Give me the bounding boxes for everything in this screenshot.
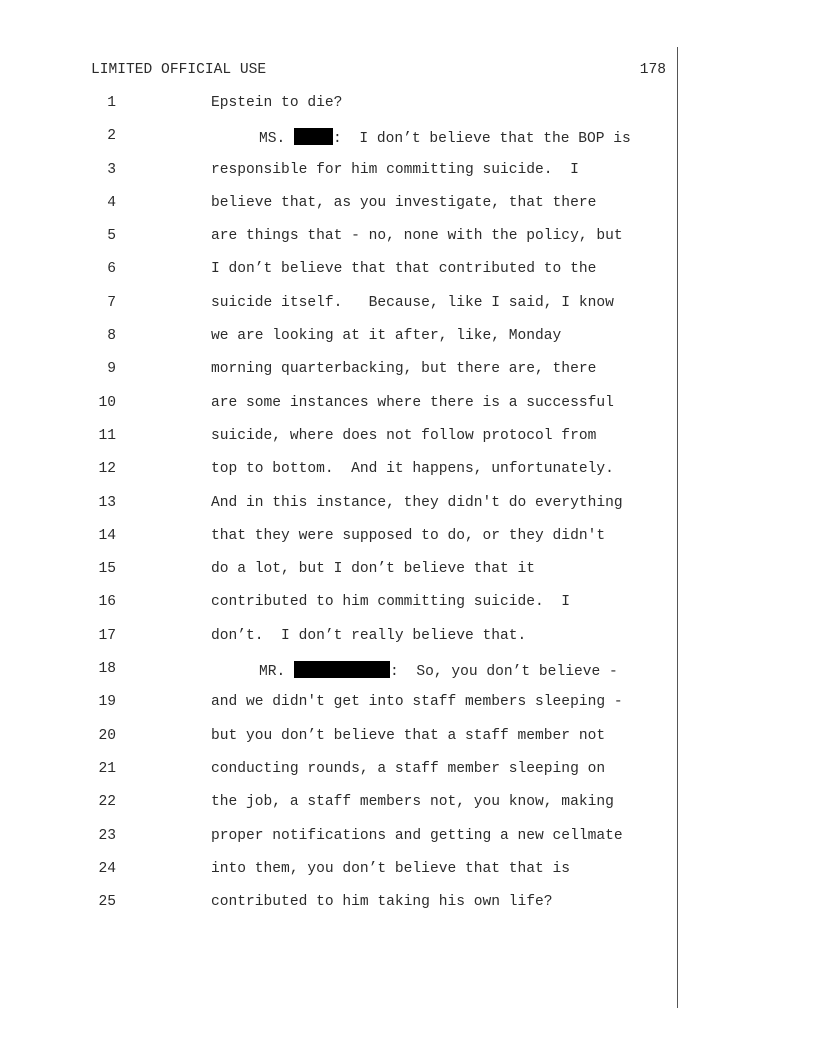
transcript-line	[0, 661, 680, 694]
transcript-line	[0, 162, 680, 195]
line-text: do a lot, but I don’t believe that it	[211, 561, 536, 578]
transcript-line	[0, 261, 680, 294]
line-number: 4	[107, 194, 116, 211]
line-text: are things that - no, none with the policy, but	[211, 228, 623, 245]
line-text: Epstein to die?	[211, 95, 343, 111]
transcript-line	[0, 328, 680, 361]
line-number: 21	[98, 760, 116, 777]
line-number: 9	[107, 361, 116, 378]
line-text: don’t. I don’t really believe that.	[211, 627, 527, 644]
line-number: 18	[98, 661, 116, 678]
line-text: believe that, as you investigate, that there	[211, 194, 597, 211]
transcript-line	[0, 228, 680, 261]
line-number: 7	[107, 294, 116, 311]
line-number: 19	[98, 694, 116, 711]
transcript-line	[0, 128, 680, 161]
line-number: 24	[98, 860, 116, 877]
line-text: are some instances where there is a successful	[211, 394, 614, 411]
line-number: 23	[98, 827, 116, 844]
line-text: the job, a staff members not, you know, making	[211, 794, 614, 811]
transcript-line	[0, 195, 680, 228]
line-number: 1	[107, 95, 116, 111]
line-text: that they were supposed to do, or they didn't	[211, 527, 606, 544]
transcript-line	[0, 694, 680, 727]
line-text: proper notifications and getting a new cellmate	[211, 827, 623, 844]
transcript-line	[0, 461, 680, 494]
transcript-line	[0, 428, 680, 461]
transcript-line	[0, 594, 680, 627]
speaker-line	[259, 128, 631, 148]
line-number: 2	[107, 128, 116, 145]
line-number: 20	[98, 727, 116, 744]
line-text: conducting rounds, a staff member sleeping on	[211, 760, 606, 777]
transcript-line	[0, 561, 680, 594]
line-number: 13	[98, 494, 116, 511]
line-text: I don’t believe that that contributed to the	[211, 261, 597, 278]
line-text: : So, you don’t believe -	[390, 664, 618, 681]
transcript-body	[0, 95, 680, 927]
line-text: : I don’t believe that the BOP is	[333, 131, 631, 148]
redaction-block	[294, 661, 390, 678]
line-number: 10	[98, 394, 116, 411]
line-number: 14	[98, 527, 116, 544]
transcript-line	[0, 861, 680, 894]
transcript-line	[0, 761, 680, 794]
transcript-line	[0, 361, 680, 394]
line-text: And in this instance, they didn't do everything	[211, 494, 623, 511]
transcript-line	[0, 495, 680, 528]
line-number: 17	[98, 627, 116, 644]
line-number: 15	[98, 561, 116, 578]
transcript-line	[0, 728, 680, 761]
transcript-line	[0, 528, 680, 561]
line-text: contributed to him committing suicide. I	[211, 594, 571, 611]
classification-header: LIMITED OFFICIAL USE	[91, 62, 267, 78]
transcript-line	[0, 295, 680, 328]
line-number: 22	[98, 794, 116, 811]
transcript-line	[0, 828, 680, 861]
line-text: contributed to him taking his own life?	[211, 894, 553, 911]
line-text: responsible for him committing suicide. I	[211, 161, 579, 178]
speaker-line	[259, 661, 618, 681]
line-text: and we didn't get into staff members sleeping -	[211, 694, 623, 711]
transcript-line	[0, 628, 680, 661]
line-text: into them, you don’t believe that that is	[211, 860, 571, 877]
line-text: top to bottom. And it happens, unfortunately.	[211, 461, 614, 478]
transcript-line	[0, 95, 680, 128]
line-number: 16	[98, 594, 116, 611]
speaker-label: MR.	[259, 664, 286, 681]
line-text: morning quarterbacking, but there are, there	[211, 361, 597, 378]
line-number: 6	[107, 261, 116, 278]
line-text: suicide itself. Because, like I said, I know	[211, 294, 614, 311]
line-number: 25	[98, 894, 116, 911]
line-text: but you don’t believe that a staff member not	[211, 727, 606, 744]
transcript-line	[0, 894, 680, 927]
line-text: we are looking at it after, like, Monday	[211, 328, 562, 345]
transcript-line	[0, 794, 680, 827]
redaction-block	[294, 128, 333, 145]
line-number: 11	[98, 427, 116, 444]
line-number: 12	[98, 461, 116, 478]
line-text: suicide, where does not follow protocol from	[211, 427, 597, 444]
line-number: 3	[107, 161, 116, 178]
transcript-line	[0, 395, 680, 428]
page-number: 178	[639, 62, 666, 78]
speaker-label: MS.	[259, 131, 286, 148]
line-number: 5	[107, 228, 116, 245]
line-number: 8	[107, 328, 116, 345]
